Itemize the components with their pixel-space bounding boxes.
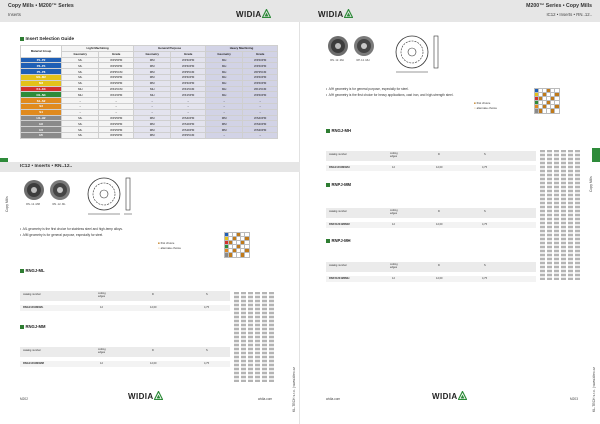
widia-logo-mark	[344, 9, 353, 18]
light-geometry-cell: ML	[62, 115, 99, 121]
product-table-rnpj-mm	[326, 208, 536, 232]
heavy-geometry-cell: MH	[206, 69, 243, 75]
product-table-rngj-mh	[326, 151, 536, 175]
catalog-number-cell: RNGJ1204M0MH	[329, 166, 350, 169]
catalog-number-cell: RNPJ1204M0MH	[329, 277, 350, 280]
grade-column	[255, 292, 260, 382]
section-marker-icon	[326, 183, 330, 187]
light-grade-cell: WP25PM	[99, 127, 134, 133]
product-table-rngj-ml	[20, 291, 230, 315]
widia-footer-logo: WIDIA	[128, 392, 154, 401]
left-section-bar-title: IC12 • Inserts • RN..12..	[20, 164, 73, 169]
bullet-item: • -MM geometry is for general purpose, especially for steel.	[20, 232, 123, 238]
general-grade-cell: –	[171, 103, 206, 109]
widia-logo-mark	[458, 391, 467, 400]
widia-logo: WIDIA	[236, 10, 262, 19]
material-group-cell: S3	[21, 103, 62, 109]
heavy-grade-cell: –	[243, 103, 278, 109]
light-grade-cell: WP25PM	[99, 80, 134, 86]
heavy-geometry-cell: MM	[206, 127, 243, 133]
cutting-edges-header: cutting edges	[390, 263, 398, 269]
light-geometry-cell: MH	[62, 86, 99, 92]
d-cell: 12,00	[436, 223, 443, 226]
general-grade-cell: WP25CM	[171, 132, 206, 138]
light-geometry-cell: ML	[62, 57, 99, 63]
heavy-geometry-cell: MH	[206, 86, 243, 92]
bullet-item: • -ML geometry is the first choice for stainless steel and high-temp alloys.	[20, 226, 123, 232]
legend-first-choice: ■ first choice	[158, 241, 181, 246]
heavy-grade-cell: WP35CM	[243, 69, 278, 75]
material-group-cell: H3	[21, 121, 62, 127]
heavy-grade-cell: WK15CM	[243, 86, 278, 92]
heavy-geometry-cell: MH	[206, 74, 243, 80]
general-geometry-cell: MM	[134, 132, 171, 138]
geometry-header: Geometry	[206, 51, 243, 57]
light-grade-cell: WP25PM	[99, 132, 134, 138]
catalog-number-header: catalog number	[329, 264, 347, 267]
insert-caption: RN..12..ML	[52, 203, 66, 206]
material-group-cell: H5	[21, 132, 62, 138]
grade-matrix-cell	[245, 253, 249, 257]
product-title-rnpj-mh: RNPJ-MH	[326, 238, 351, 243]
insert-selection-guide-table	[20, 45, 278, 139]
light-grade-cell: WP35CM	[99, 69, 134, 75]
light-geometry-cell: –	[62, 98, 99, 104]
section-marker-icon	[20, 269, 24, 273]
cutting-edges-cell: 12	[100, 362, 103, 365]
general-grade-cell: WS30PM	[171, 121, 206, 127]
table-row	[326, 222, 536, 228]
s-header: S	[484, 210, 486, 213]
cutting-edges-cell: 12	[392, 166, 395, 169]
light-geometry-cell: ML	[62, 80, 99, 86]
light-grade-cell: WP25PM	[99, 63, 134, 69]
insert-image-rn-ml	[48, 178, 72, 202]
catalog-number-header: catalog number	[329, 210, 347, 213]
material-group-cell: P5–P6	[21, 69, 62, 75]
right-bullets	[326, 86, 453, 98]
light-grade-cell: WP25PM	[99, 74, 134, 80]
general-geometry-cell: MH	[134, 86, 171, 92]
right-side-label: Copy Mills	[589, 176, 593, 192]
general-geometry-cell: MM	[134, 57, 171, 63]
insert-image-rn-mm	[22, 178, 46, 202]
insert-image-rp-mh	[352, 34, 376, 58]
table-header-row	[326, 151, 536, 161]
table-row	[326, 276, 536, 282]
left-header-subtitle: Inserts	[8, 12, 21, 17]
guide-table-body	[21, 57, 278, 138]
heavy-geometry-cell: –	[206, 109, 243, 115]
s-cell: 4,75	[482, 166, 488, 169]
light-geometry-cell: MH	[62, 92, 99, 98]
grade-columns-left	[234, 292, 278, 382]
light-grade-cell: WK15CM	[99, 86, 134, 92]
d-cell: 12,00	[436, 277, 443, 280]
side-company-text: KL-TECH s.r.o. | www.kltec.cz	[292, 367, 296, 412]
table-header-row	[326, 208, 536, 218]
general-geometry-cell: MM	[134, 63, 171, 69]
grade-column	[269, 292, 274, 382]
grade-matrix-row	[225, 253, 250, 257]
section-marker-icon	[326, 239, 330, 243]
table-header-row	[20, 347, 230, 357]
d-header: D	[438, 153, 440, 156]
grade-column	[540, 150, 545, 280]
heavy-geometry-cell: MM	[206, 121, 243, 127]
d-cell: 12,00	[150, 306, 157, 309]
d-header: D	[152, 293, 154, 296]
catalog-number-header: catalog number	[23, 293, 41, 296]
general-geometry-cell: –	[134, 103, 171, 109]
insert-selection-guide-title: Insert Selection Guide	[20, 36, 74, 41]
right-header-subtitle: IC12 • Inserts • RN..12..	[546, 12, 592, 17]
heavy-geometry-cell: –	[206, 103, 243, 109]
s-cell: 4,75	[204, 362, 210, 365]
grade-column	[262, 292, 267, 382]
section-marker-icon	[20, 325, 24, 329]
heavy-grade-cell: –	[243, 109, 278, 115]
legend-first-choice: ■ first choice	[474, 101, 497, 106]
d-header: D	[152, 349, 154, 352]
table-row	[20, 361, 230, 367]
grade-matrix-cell	[555, 109, 559, 113]
general-geometry-cell: MM	[134, 74, 171, 80]
grade-matrix	[224, 232, 250, 258]
grade-columns-right	[540, 150, 584, 280]
general-geometry-cell: MM	[134, 115, 171, 121]
general-grade-cell: WK15PM	[171, 92, 206, 98]
d-cell: 12,00	[436, 166, 443, 169]
footer-url[interactable]: widia.com	[258, 397, 273, 401]
heavy-grade-cell: –	[243, 98, 278, 104]
table-row	[20, 305, 230, 311]
cutting-edges-header: cutting edges	[390, 152, 398, 158]
left-bullets	[20, 226, 123, 238]
light-grade-cell: WP25PM	[99, 57, 134, 63]
grade-column	[554, 150, 559, 280]
geometry-header: Geometry	[134, 51, 171, 57]
left-side-label: Copy Mills	[5, 196, 9, 212]
heavy-geometry-cell: MM	[206, 115, 243, 121]
side-company-text: KL-TECH s.r.o. | www.kltec.cz	[592, 367, 596, 412]
heavy-geometry-cell: MH	[206, 57, 243, 63]
material-group-cell: S4	[21, 109, 62, 115]
light-grade-cell: WP25PM	[99, 115, 134, 121]
insert-drawing	[80, 172, 136, 220]
heavy-grade-cell: –	[243, 132, 278, 138]
light-grade-cell: WK15PM	[99, 92, 134, 98]
material-group-cell: H4	[21, 127, 62, 133]
light-geometry-cell: –	[62, 109, 99, 115]
bullet-item: • -MH geometry is for general purpose, especially for steel.	[326, 86, 453, 92]
insert-drawing	[388, 30, 444, 78]
light-grade-cell: –	[99, 98, 134, 104]
light-grade-cell: –	[99, 109, 134, 115]
s-cell: 4,75	[482, 223, 488, 226]
bullet-item: • -MH geometry is the first choice for heavy applications, cast iron, and high-strength steel.	[326, 92, 453, 98]
heavy-geometry-cell: MH	[206, 92, 243, 98]
material-group-cell: M1–M2	[21, 74, 62, 80]
legend-alternate-choice: ○ alternate choice	[158, 246, 181, 251]
grade-column	[561, 150, 566, 280]
grade-matrix-row	[535, 109, 560, 113]
grade-matrix	[534, 88, 560, 114]
table-row	[21, 132, 278, 138]
general-grade-cell: WK15CM	[171, 86, 206, 92]
general-grade-cell: WS40PM	[171, 115, 206, 121]
heavy-grade-cell: WS30PM	[243, 127, 278, 133]
catalog-number-cell: RNGJ1204M0MM	[23, 362, 44, 365]
general-grade-cell: WP40PM	[171, 63, 206, 69]
general-geometry-cell: MM	[134, 121, 171, 127]
s-header: S	[206, 349, 208, 352]
grade-column	[241, 292, 246, 382]
heavy-grade-cell: WS30PM	[243, 121, 278, 127]
light-geometry-cell: ML	[62, 121, 99, 127]
heavy-grade-cell: WS40PM	[243, 115, 278, 121]
choice-legend	[474, 101, 497, 110]
light-geometry-cell: ML	[62, 63, 99, 69]
section-tab-marker	[592, 148, 600, 162]
choice-legend	[158, 241, 181, 250]
cutting-edges-cell: 12	[100, 306, 103, 309]
cutting-edges-header: cutting edges	[390, 209, 398, 215]
general-grade-cell: WP40PM	[171, 74, 206, 80]
material-group-cell: K1–K3	[21, 86, 62, 92]
catalog-number-cell: RNGJ1204M0ML	[23, 306, 44, 309]
insert-image-rn-mh	[326, 34, 350, 58]
d-cell: 12,00	[150, 362, 157, 365]
light-geometry-cell: ML	[62, 127, 99, 133]
general-geometry-cell: MM	[134, 80, 171, 86]
widia-logo: WIDIA	[318, 10, 344, 19]
material-group-cell: P1–P2	[21, 57, 62, 63]
product-title-rngj-mh: RNGJ-MH	[326, 128, 351, 133]
table-header-row	[326, 262, 536, 272]
heavy-grade-cell: WP40PM	[243, 57, 278, 63]
cutting-edges-header: cutting edges	[98, 292, 106, 298]
material-group-cell: P3–P4	[21, 63, 62, 69]
footer-url[interactable]: widia.com	[326, 397, 341, 401]
catalog-number-header: catalog number	[329, 153, 347, 156]
table-row	[326, 165, 536, 171]
insert-caption: RP..12..MH	[356, 59, 370, 62]
grade-header: Grade	[243, 51, 278, 57]
widia-logo-mark	[262, 9, 271, 18]
general-geometry-cell: MH	[134, 92, 171, 98]
material-group-cell: M3	[21, 80, 62, 86]
grade-column	[234, 292, 239, 382]
heavy-geometry-cell: –	[206, 98, 243, 104]
table-header-row	[20, 291, 230, 301]
grade-column	[568, 150, 573, 280]
section-marker-icon	[20, 37, 24, 41]
general-grade-cell: WP40PM	[171, 80, 206, 86]
general-geometry-cell: –	[134, 98, 171, 104]
s-cell: 4,75	[482, 277, 488, 280]
cutting-edges-header: cutting edges	[98, 348, 106, 354]
d-header: D	[438, 210, 440, 213]
catalog-number-cell: RNPJ1204M0MM	[329, 223, 350, 226]
right-header-title: M200™ Series • Copy Mills	[526, 3, 592, 9]
product-table-rnpj-mh	[326, 262, 536, 286]
heavy-geometry-cell: MH	[206, 63, 243, 69]
heavy-machining-header: Heavy Machining	[206, 46, 278, 52]
s-cell: 4,75	[204, 306, 210, 309]
section-marker-icon	[326, 129, 330, 133]
page-number: M203	[570, 397, 578, 401]
general-grade-cell: WS30PM	[171, 127, 206, 133]
general-grade-cell: WP40PM	[171, 57, 206, 63]
grade-header: Grade	[171, 51, 206, 57]
d-header: D	[438, 264, 440, 267]
heavy-grade-cell: WP40PM	[243, 74, 278, 80]
general-grade-cell: –	[171, 109, 206, 115]
light-grade-cell: WP25PM	[99, 121, 134, 127]
heavy-geometry-cell: –	[206, 132, 243, 138]
s-header: S	[206, 293, 208, 296]
insert-caption: RN..12..MH	[330, 59, 344, 62]
grade-column	[248, 292, 253, 382]
legend-alternate-choice: ○ alternate choice	[474, 106, 497, 111]
product-title-rnpj-mm: RNPJ-MM	[326, 182, 351, 187]
catalog-number-header: catalog number	[23, 349, 41, 352]
heavy-geometry-cell: MH	[206, 80, 243, 86]
general-purpose-header: General Purpose	[134, 46, 206, 52]
grade-column	[575, 150, 580, 280]
material-group-cell: S1–S2	[21, 98, 62, 104]
insert-caption: RN..12..MM	[26, 203, 40, 206]
product-title-rngj-ml: RNGJ-ML	[20, 268, 45, 273]
light-machining-header: Light Machining	[62, 46, 134, 52]
general-grade-cell: WP35CM	[171, 69, 206, 75]
heavy-grade-cell: WP40PM	[243, 63, 278, 69]
s-header: S	[484, 153, 486, 156]
widia-logo-mark	[154, 391, 163, 400]
s-header: S	[484, 264, 486, 267]
product-title-rngj-mm: RNGJ-MM	[20, 324, 46, 329]
grade-header: Grade	[99, 51, 134, 57]
heavy-grade-cell: WP40PM	[243, 80, 278, 86]
light-geometry-cell: ML	[62, 74, 99, 80]
heavy-grade-cell: WP40PM	[243, 92, 278, 98]
light-geometry-cell: ML	[62, 69, 99, 75]
material-group-cell: H1–H2	[21, 115, 62, 121]
general-geometry-cell: MM	[134, 127, 171, 133]
page-number: M202	[20, 397, 28, 401]
light-geometry-cell: –	[62, 103, 99, 109]
widia-footer-logo: WIDIA	[432, 392, 458, 401]
general-grade-cell: –	[171, 98, 206, 104]
left-header-title: Copy Mills • M200™ Series	[8, 3, 74, 9]
geometry-header: Geometry	[62, 51, 99, 57]
material-group-cell: N1–N3	[21, 92, 62, 98]
right-page	[300, 0, 600, 424]
general-geometry-cell: –	[134, 109, 171, 115]
light-geometry-cell: ML	[62, 132, 99, 138]
light-grade-cell: –	[99, 103, 134, 109]
grade-column	[547, 150, 552, 280]
general-geometry-cell: MM	[134, 69, 171, 75]
cutting-edges-cell: 12	[392, 277, 395, 280]
product-table-rngj-mm	[20, 347, 230, 371]
material-group-header: Material Group	[21, 46, 62, 58]
cutting-edges-cell: 12	[392, 223, 395, 226]
